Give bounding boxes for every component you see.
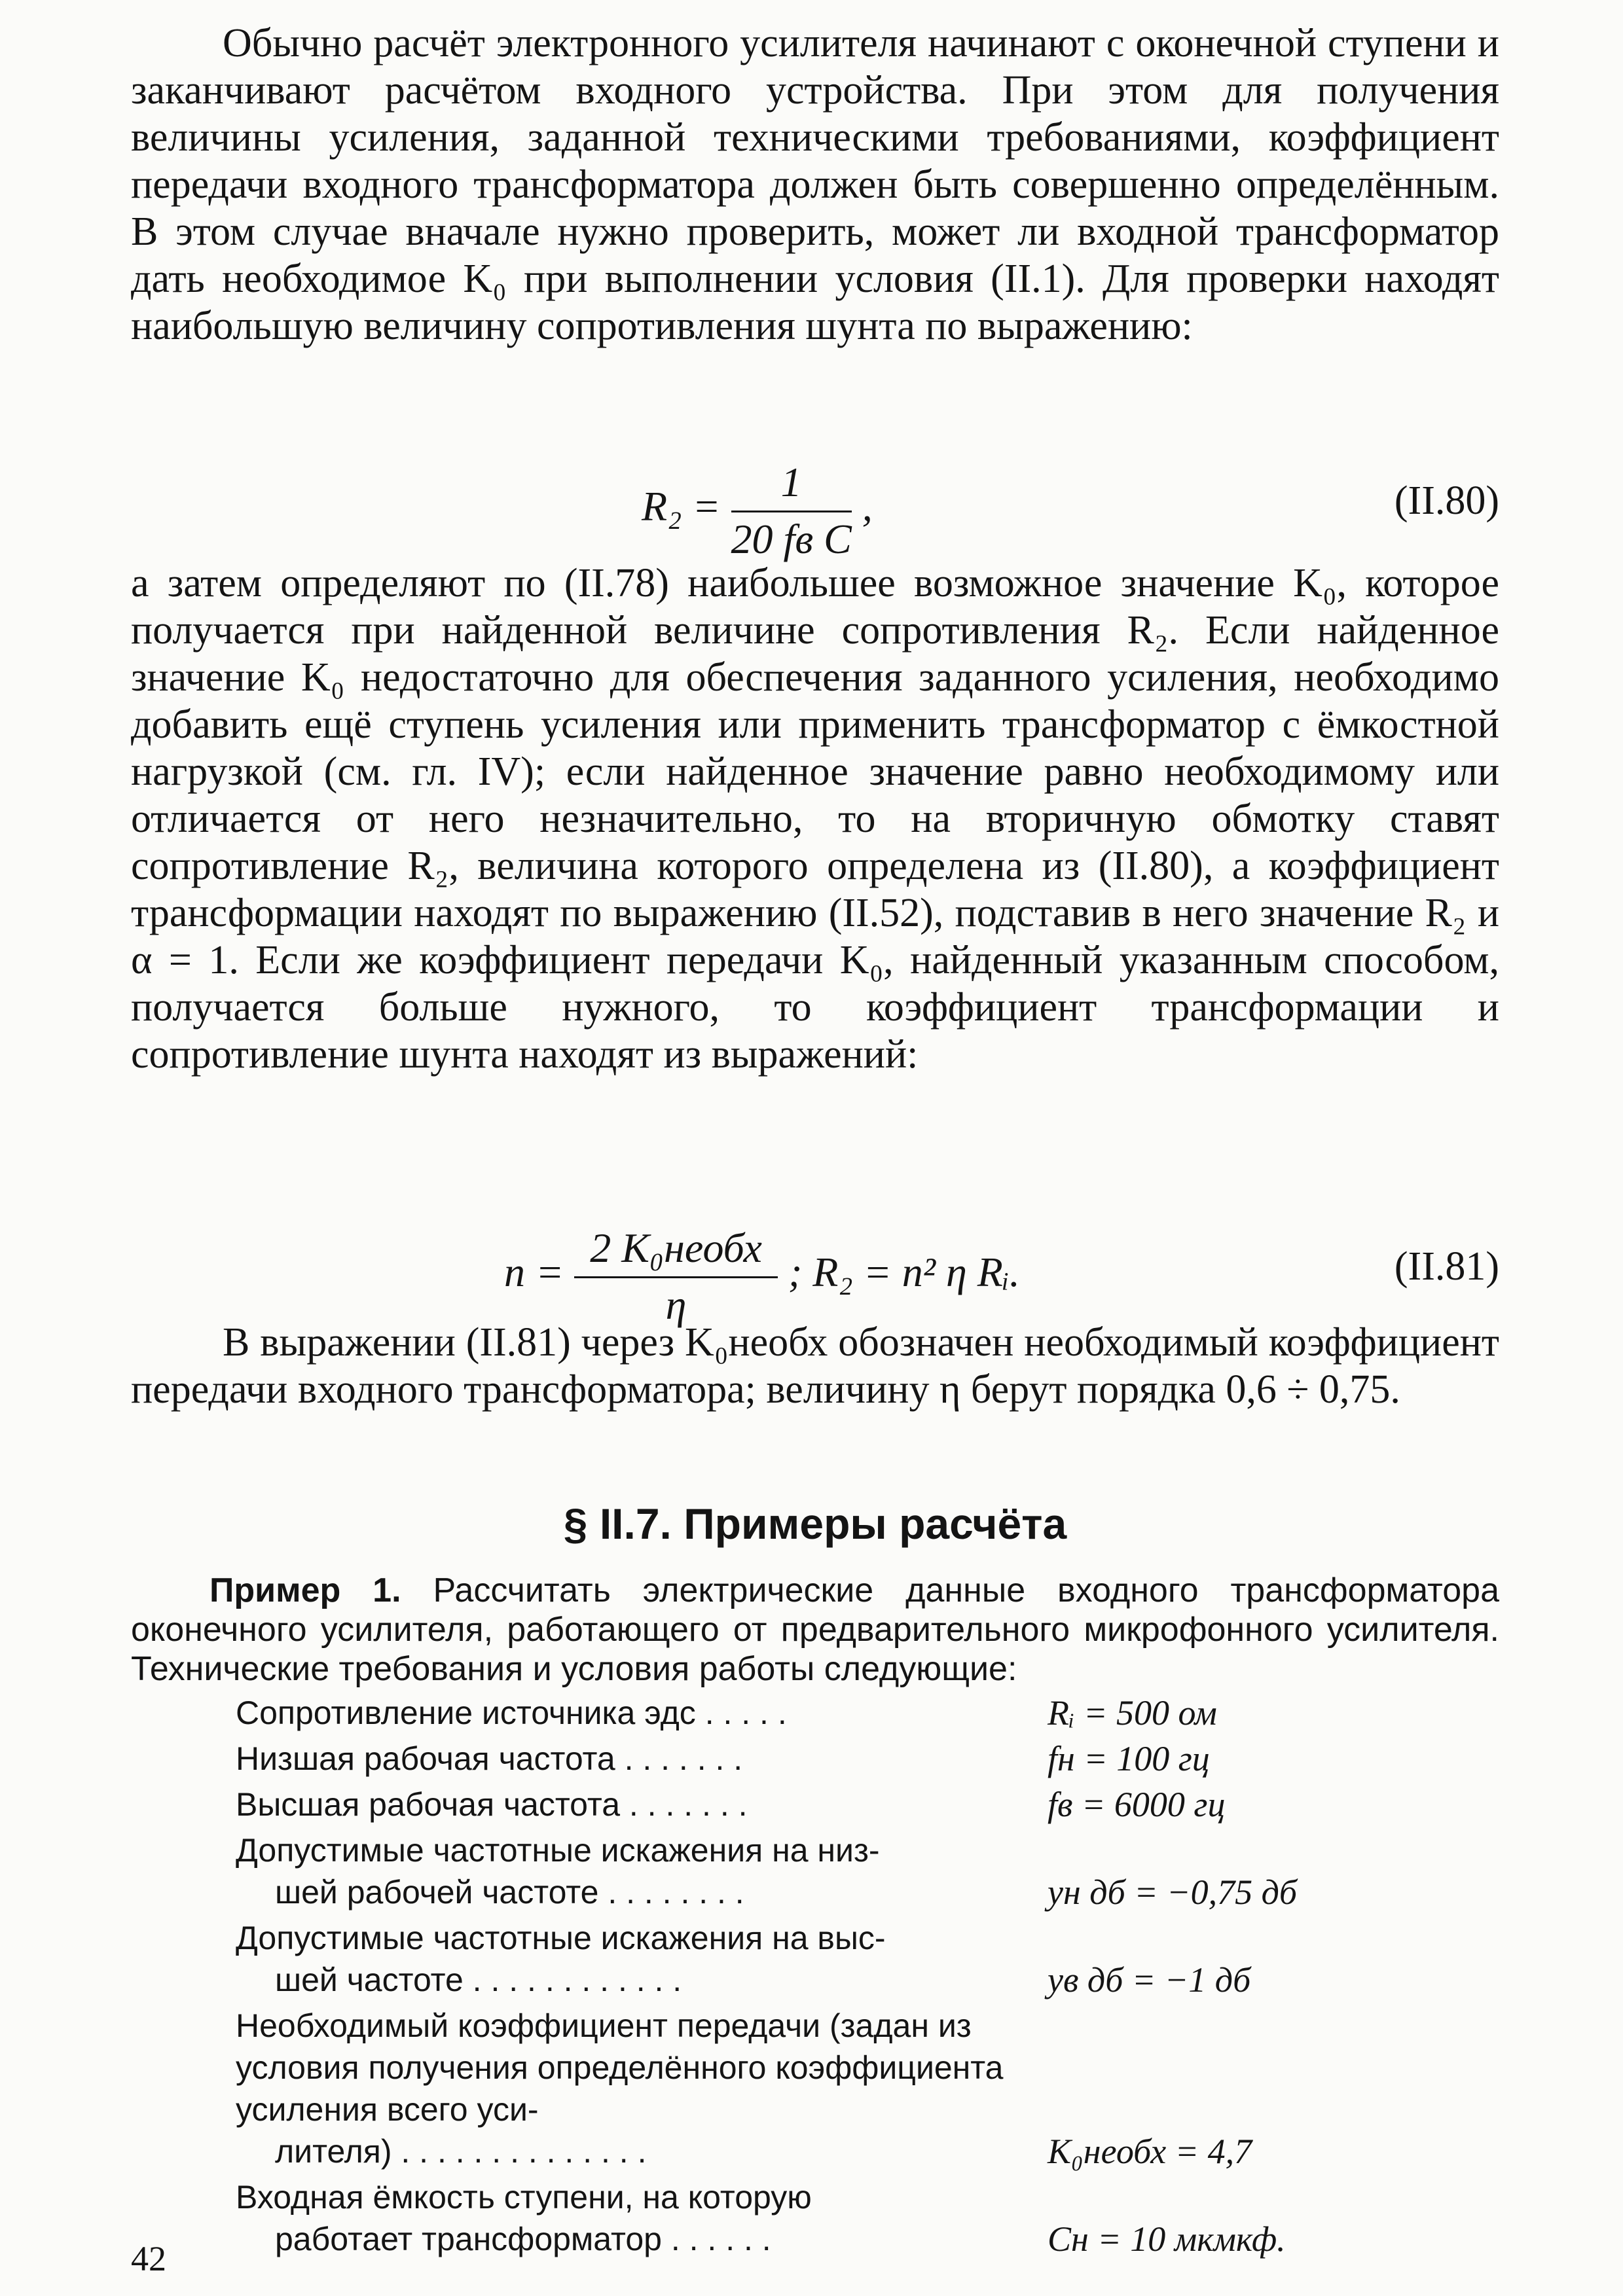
formula-81-fraction — [574, 1224, 778, 1329]
parameter-label: Входная ёмкость ступени, на которую — [236, 2179, 812, 2215]
parameter-label-cont: шей рабочей частоте . . . . . . . . — [275, 1874, 744, 1910]
formula-81-denominator: η — [665, 1282, 687, 1328]
parameter-value: fн = 100 гц — [1048, 1739, 1210, 1778]
parameter-value: Cн = 10 мкмкф. — [1048, 2219, 1286, 2259]
formula-80-denominator: 20 fв C — [731, 516, 852, 562]
formula-80-fraction — [731, 458, 852, 564]
parameter-label: Необходимый коэффициент передачи (задан из условия получения определённого коэффициента усиления всего уси- — [236, 2007, 1004, 2128]
parameter-row — [236, 2176, 1414, 2260]
page-number: 42 — [131, 2239, 166, 2278]
parameter-label: Допустимые частотные искажения на низ- — [236, 1832, 880, 1869]
equation-number-81: (II.81) — [1394, 1244, 1499, 1289]
parameter-row — [236, 1784, 1414, 1825]
parameter-value: Rᵢ = 500 ом — [1048, 1693, 1217, 1732]
parameter-value: fв = 6000 гц — [1048, 1785, 1226, 1824]
parameter-label-cont: шей частоте . . . . . . . . . . . . — [275, 1962, 682, 1998]
formula-80-lhs: R₂ = — [642, 483, 721, 530]
parameter-value: yв дб = −1 дб — [1048, 1960, 1251, 2000]
parameter-label: Допустимые частотные искажения на выс- — [236, 1920, 886, 1956]
equation-number-80: (II.80) — [1394, 478, 1499, 523]
formula-80-numerator: 1 — [731, 458, 852, 512]
example-text: Рассчитать электрические данные входного трансформатора оконечного усилителя, работающего от предварительного микрофонного усилителя. Технические требования и условия работы следующие: — [131, 1571, 1500, 1688]
parameter-label: Сопротивление источника эдс . . . . . — [236, 1695, 787, 1731]
parameter-row — [236, 1738, 1414, 1780]
parameter-value: yн дб = −0,75 дб — [1048, 1873, 1298, 1912]
formula-80-trail: , — [862, 483, 873, 530]
parameter-row — [236, 1829, 1414, 1913]
example-lead: Пример 1. — [210, 1571, 401, 1609]
formula-81-numerator: 2 K₀необх — [574, 1224, 778, 1278]
formula-81-rest: ; R₂ = n² η Rᵢ. — [788, 1249, 1020, 1296]
formula-81-lhs: n = — [504, 1249, 564, 1296]
parameter-value: K₀необх = 4,7 — [1048, 2132, 1252, 2171]
paragraph-intro: Обычно расчёт электронного усилителя начинают с оконечной ступени и заканчивают расчётом входного устройства. При этом для получения величины усиления, заданной техническими требованиями, коэффициент передачи входного трансформатора должен быть совершенно определённым. В этом случае вначале нужно проверить, может ли входной трансформатор дать необходимое K₀ при выполнении условия (II.1). Для проверки находят наибольшую величину сопротивления шунта по выражению: — [131, 21, 1499, 348]
parameter-row — [236, 2005, 1414, 2172]
parameter-label: Высшая рабочая частота . . . . . . . — [236, 1786, 748, 1823]
paragraph-main: а затем определяют по (II.78) наибольшее возможное значение K₀, которое получается при найденной величине сопротивления R₂. Если найденное значение K₀ недостаточно для обеспечения заданного усиления, необходимо добавить ещё ступень усиления или применить трансформатор с ёмкостной нагрузкой (см. гл. IV); если найденное значение равно необходимому или отличается от него незначительно, то на вторичную обмотку ставят сопротивление R₂, величина которого определена из (II.80), а коэффициент трансформации находят по выражению (II.52), подставив в него значение R₂ и α = 1. Если же коэффициент передачи K₀, найденный указанным способом, получается больше нужного, то коэффициент трансформации и сопротивление шунта находят из выражений: — [131, 561, 1499, 1077]
parameter-row — [236, 1917, 1414, 2001]
parameter-list — [236, 1692, 1414, 2264]
paragraph-conclusion: В выражении (II.81) через K₀необх обозначен необходимый коэффициент передачи входного трансформатора; величину η берут порядка 0,6 ÷ 0,75. — [131, 1320, 1499, 1412]
parameter-label-cont: работает трансформатор . . . . . . — [275, 2221, 771, 2257]
parameter-label-cont: лителя) . . . . . . . . . . . . . . — [275, 2133, 647, 2170]
parameter-label: Низшая рабочая частота . . . . . . . — [236, 1740, 743, 1777]
section-title: § II.7. Примеры расчёта — [563, 1499, 1067, 1548]
parameter-row — [236, 1692, 1414, 1734]
example-intro — [131, 1571, 1499, 1689]
